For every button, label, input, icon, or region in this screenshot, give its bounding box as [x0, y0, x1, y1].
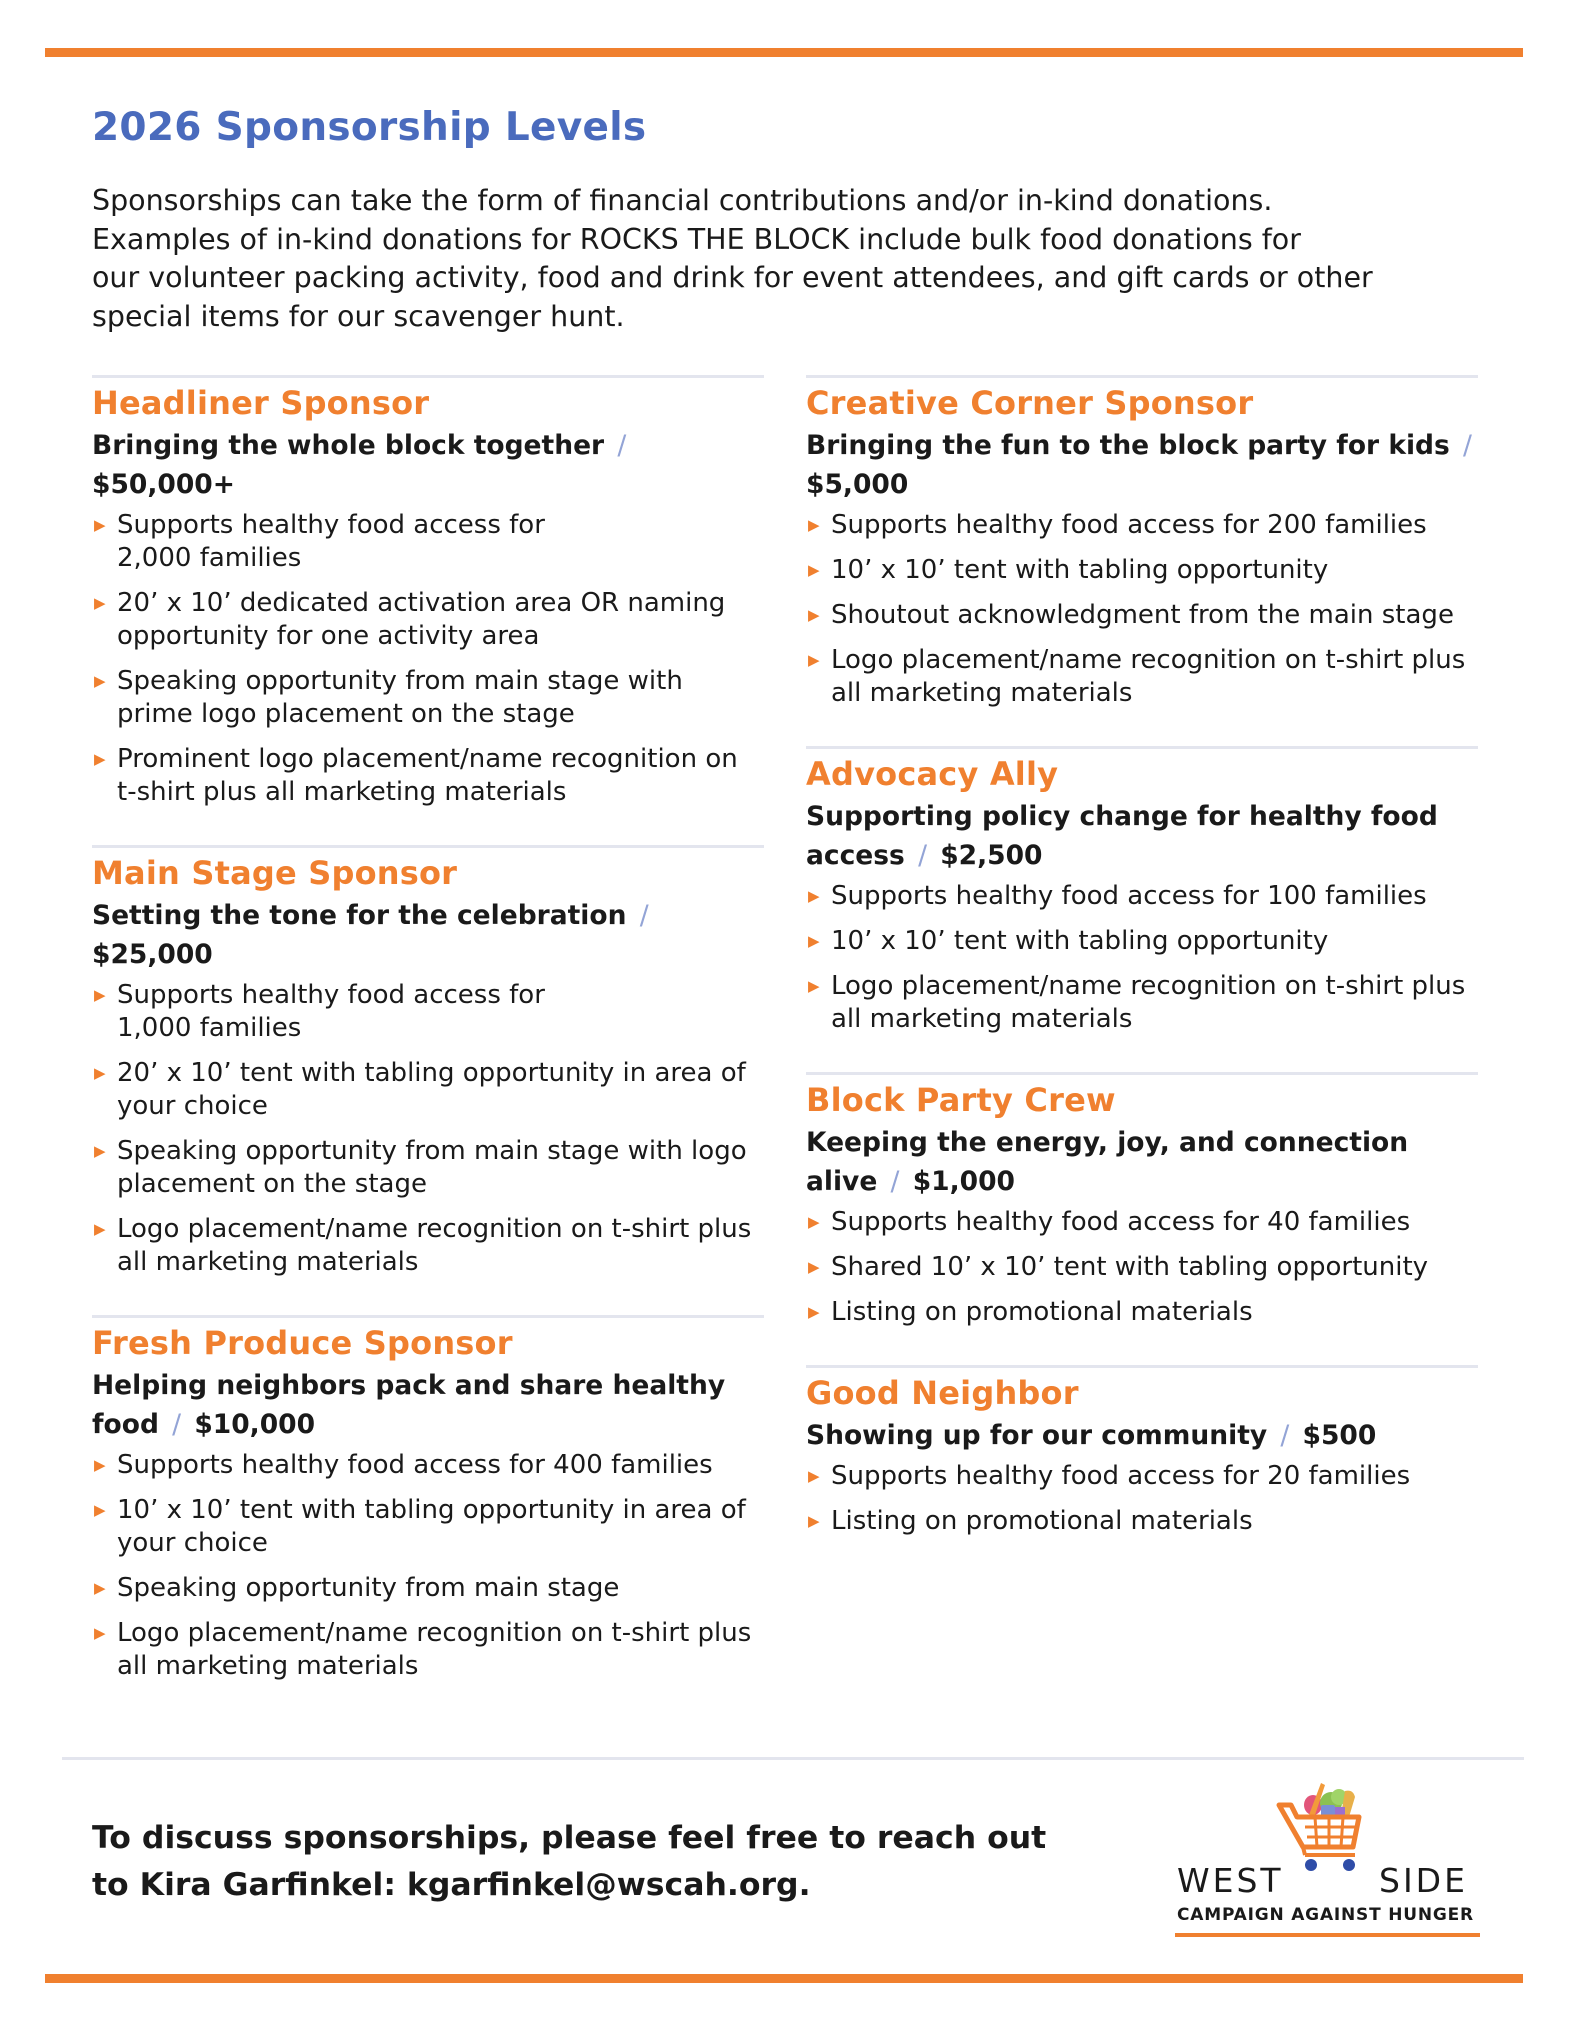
benefit-list	[806, 1460, 1478, 1538]
tagline-text: Setting the tone for the celebration	[92, 900, 627, 931]
benefit-text: Listing on promotional materials	[831, 1297, 1253, 1327]
level-name: Good Neighbor	[806, 1374, 1079, 1412]
level-tagline	[92, 1366, 764, 1444]
level-headliner-sponsor	[92, 375, 764, 809]
separator-slash: /	[639, 900, 649, 931]
level-tagline	[806, 797, 1478, 875]
level-amount: $1,000	[912, 1166, 1015, 1197]
benefit-text: Speaking opportunity from main stage	[117, 1573, 620, 1603]
benefit-item	[92, 1494, 764, 1560]
benefit-text: Prominent logo placement/name recognition on t-shirt plus all marketing materials	[117, 744, 738, 807]
benefit-item	[806, 1296, 1478, 1329]
benefit-text: 20’ x 10’ tent with tabling opportunity in area of your choice	[117, 1058, 746, 1121]
triangle-bullet-icon: ▶	[808, 561, 820, 579]
level-advocacy-ally	[806, 746, 1478, 1036]
triangle-bullet-icon: ▶	[94, 594, 106, 612]
benefit-item	[92, 665, 764, 731]
footer-divider	[62, 1757, 1524, 1760]
triangle-bullet-icon: ▶	[808, 1467, 820, 1485]
triangle-bullet-icon: ▶	[808, 516, 820, 534]
triangle-bullet-icon: ▶	[94, 1456, 106, 1474]
level-amount: $500	[1302, 1420, 1377, 1451]
separator-slash: /	[1463, 430, 1472, 461]
contact-statement	[92, 1815, 1092, 1909]
benefit-item	[92, 1572, 764, 1605]
benefit-item	[92, 587, 764, 653]
level-tagline	[806, 426, 1478, 504]
contact-line: to Kira Garfinkel: kgarfinkel@wscah.org.	[92, 1867, 811, 1903]
tagline-text: Keeping the energy, joy, and connection alive	[806, 1127, 1409, 1197]
top-accent-rule	[45, 48, 1523, 57]
levels-column-left	[92, 375, 764, 1695]
triangle-bullet-icon: ▶	[808, 606, 820, 624]
level-tagline	[92, 896, 764, 974]
tagline-text: Supporting policy change for healthy food access	[806, 801, 1438, 871]
level-main-stage-sponsor	[92, 845, 764, 1279]
tagline-text: Showing up for our community	[806, 1420, 1268, 1451]
intro-line: Sponsorships can take the form of financial contributions and/or in-kind donations.	[92, 184, 1273, 217]
benefit-text: Supports healthy food access for 2,000 families	[117, 510, 545, 573]
level-tagline	[806, 1123, 1478, 1201]
benefit-item	[806, 1460, 1478, 1493]
benefit-text: Supports healthy food access for 1,000 families	[117, 980, 545, 1043]
benefit-list	[92, 1449, 764, 1683]
benefit-text: Shoutout acknowledgment from the main stage	[831, 600, 1454, 630]
benefit-item	[806, 599, 1478, 632]
level-block-party-crew	[806, 1072, 1478, 1329]
level-name: Advocacy Ally	[806, 755, 1059, 793]
shopping-cart-produce-icon	[1275, 1775, 1385, 1875]
triangle-bullet-icon: ▶	[808, 1213, 820, 1231]
benefit-list	[806, 509, 1478, 710]
tagline-text: Bringing the whole block together	[92, 430, 605, 461]
triangle-bullet-icon: ▶	[808, 651, 820, 669]
benefit-text: Listing on promotional materials	[831, 1506, 1253, 1536]
triangle-bullet-icon: ▶	[94, 750, 106, 768]
benefit-item	[92, 1213, 764, 1279]
level-amount: $25,000	[92, 939, 213, 970]
benefit-text: Logo placement/name recognition on t-shirt plus all marketing materials	[831, 645, 1466, 708]
triangle-bullet-icon: ▶	[94, 1064, 106, 1082]
benefit-text: Supports healthy food access for 400 families	[117, 1450, 713, 1480]
benefit-item	[806, 1251, 1478, 1284]
benefit-item	[806, 1505, 1478, 1538]
logo-subtitle: CAMPAIGN AGAINST HUNGER	[1177, 1905, 1474, 1925]
intro-line: our volunteer packing activity, food and drink for event attendees, and gift cards or other	[92, 261, 1373, 294]
benefit-item	[92, 1057, 764, 1123]
level-creative-corner-sponsor	[806, 375, 1478, 710]
triangle-bullet-icon: ▶	[94, 672, 106, 690]
level-amount: $10,000	[194, 1409, 316, 1440]
intro-line: special items for our scavenger hunt.	[92, 299, 625, 333]
level-tagline	[806, 1416, 1478, 1455]
triangle-bullet-icon: ▶	[808, 1258, 820, 1276]
triangle-bullet-icon: ▶	[94, 516, 106, 534]
benefit-text: Shared 10’ x 10’ tent with tabling opportunity	[831, 1252, 1429, 1282]
triangle-bullet-icon: ▶	[94, 1624, 106, 1642]
level-name: Headliner Sponsor	[92, 384, 430, 422]
intro-line: Examples of in-kind donations for ROCKS THE BLOCK include bulk food donations for	[92, 222, 1301, 256]
benefit-text: 10’ x 10’ tent with tabling opportunity	[831, 926, 1329, 956]
separator-slash: /	[617, 430, 627, 461]
benefit-text: Logo placement/name recognition on t-shirt plus all marketing materials	[117, 1214, 752, 1277]
level-name: Block Party Crew	[806, 1081, 1116, 1119]
tagline-text: Bringing the fun to the block party for kids	[806, 430, 1450, 461]
benefit-text: Speaking opportunity from main stage with prime logo placement on the stage	[117, 666, 683, 729]
benefit-item	[806, 970, 1478, 1036]
triangle-bullet-icon: ▶	[808, 1303, 820, 1321]
tagline-text: Helping neighbors pack and share healthy food	[92, 1370, 726, 1440]
benefit-item	[806, 1206, 1478, 1239]
logo-underline	[1175, 1933, 1480, 1937]
level-amount: $5,000	[806, 469, 909, 500]
benefit-text: Supports healthy food access for 200 families	[831, 510, 1427, 540]
triangle-bullet-icon: ▶	[94, 1501, 106, 1519]
separator-slash: /	[918, 840, 927, 871]
contact-line: To discuss sponsorships, please feel free to reach out	[92, 1820, 1047, 1856]
triangle-bullet-icon: ▶	[808, 977, 820, 995]
benefit-item	[92, 1617, 764, 1683]
benefit-text: Logo placement/name recognition on t-shirt plus all marketing materials	[831, 971, 1466, 1034]
benefit-text: Supports healthy food access for 20 families	[831, 1461, 1411, 1491]
level-name: Creative Corner Sponsor	[806, 384, 1254, 422]
benefit-text: 10’ x 10’ tent with tabling opportunity in area of your choice	[117, 1495, 746, 1558]
benefit-list	[92, 509, 764, 809]
triangle-bullet-icon: ▶	[808, 932, 820, 950]
logo-word-west: WEST	[1177, 1861, 1284, 1900]
separator-slash: /	[172, 1409, 182, 1440]
benefit-list	[92, 979, 764, 1279]
benefit-item	[806, 880, 1478, 913]
wscah-logo	[1175, 1775, 1480, 1945]
triangle-bullet-icon: ▶	[94, 1579, 106, 1597]
level-name: Main Stage Sponsor	[92, 854, 458, 892]
benefit-text: Logo placement/name recognition on t-shirt plus all marketing materials	[117, 1618, 752, 1681]
benefit-text: Supports healthy food access for 100 families	[831, 881, 1427, 911]
benefit-item	[92, 979, 764, 1045]
benefit-text: 20’ x 10’ dedicated activation area OR naming opportunity for one activity area	[117, 588, 726, 651]
triangle-bullet-icon: ▶	[808, 1512, 820, 1530]
benefit-list	[806, 880, 1478, 1036]
benefit-item	[92, 1135, 764, 1201]
benefit-list	[806, 1206, 1478, 1329]
separator-slash: /	[1280, 1420, 1290, 1451]
level-name: Fresh Produce Sponsor	[92, 1324, 513, 1362]
benefit-text: Supports healthy food access for 40 families	[831, 1207, 1411, 1237]
levels-column-right	[806, 375, 1478, 1550]
triangle-bullet-icon: ▶	[94, 986, 106, 1004]
triangle-bullet-icon: ▶	[94, 1142, 106, 1160]
level-amount: $50,000+	[92, 469, 235, 500]
triangle-bullet-icon: ▶	[94, 1220, 106, 1238]
benefit-item	[806, 925, 1478, 958]
separator-slash: /	[890, 1166, 900, 1197]
level-amount: $2,500	[940, 840, 1043, 871]
level-fresh-produce-sponsor	[92, 1315, 764, 1683]
benefit-item	[92, 509, 764, 575]
benefit-item	[806, 554, 1478, 587]
benefit-item	[806, 644, 1478, 710]
logo-word-side: SIDE	[1379, 1861, 1468, 1900]
benefit-item	[92, 743, 764, 809]
level-tagline	[92, 426, 764, 504]
triangle-bullet-icon: ▶	[808, 887, 820, 905]
benefit-item	[806, 509, 1478, 542]
level-good-neighbor	[806, 1365, 1478, 1538]
benefit-item	[92, 1449, 764, 1482]
benefit-text: Speaking opportunity from main stage with logo placement on the stage	[117, 1136, 747, 1199]
bottom-accent-rule	[45, 1974, 1523, 1983]
intro-paragraph	[92, 182, 1492, 336]
page-title: 2026 Sponsorship Levels	[92, 105, 647, 150]
benefit-text: 10’ x 10’ tent with tabling opportunity	[831, 555, 1329, 585]
